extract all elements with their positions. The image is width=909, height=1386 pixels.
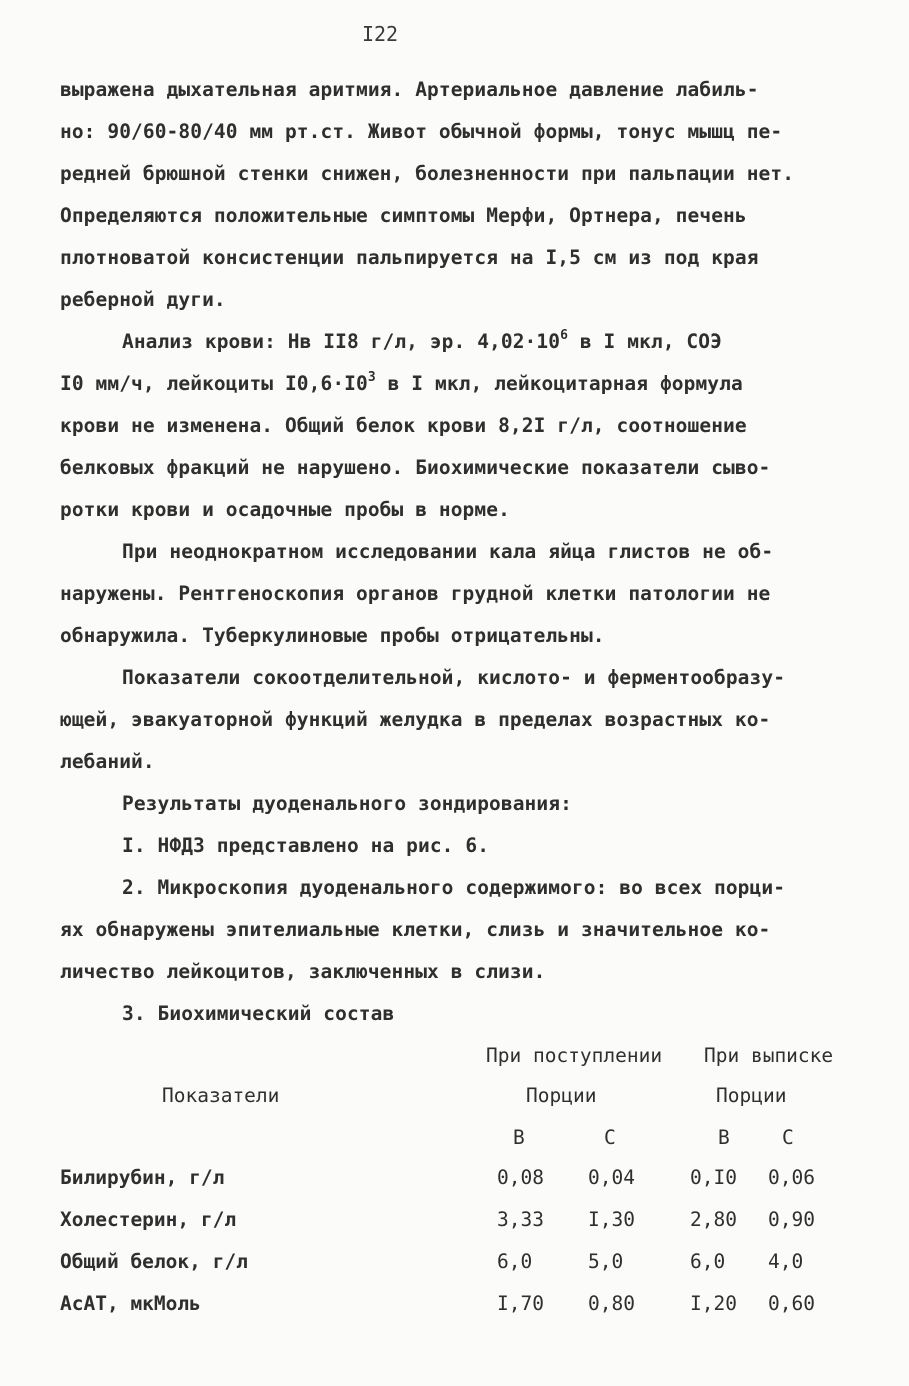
table-cell: 0,08 — [497, 1166, 544, 1189]
text-line: белковых фракций не нарушено. Биохимические показатели сыво- — [60, 456, 771, 479]
table-group-header-discharge: При выписке — [704, 1044, 834, 1067]
table-subheader: С — [782, 1126, 794, 1149]
table-cell: 2,80 — [690, 1208, 737, 1231]
table-row-label: АсАТ, мкМоль — [60, 1292, 201, 1315]
results-heading: Результаты дуоденального зондирования: — [122, 792, 572, 815]
list-item: 2. Микроскопия дуоденального содержимого: во всех порци- — [122, 876, 786, 899]
table-cell: I,20 — [690, 1292, 737, 1315]
text-line: редней брюшной стенки снижен, болезненности при пальпации нет. — [60, 162, 795, 185]
text-line: реберной дуги. — [60, 288, 226, 311]
table-portions-header: Порции — [716, 1084, 787, 1107]
blood-line-2 — [60, 372, 743, 396]
table-portions-header: Порции — [526, 1084, 597, 1107]
text-line: ротки крови и осадочные пробы в норме. — [60, 498, 510, 521]
table-cell: 4,0 — [768, 1250, 804, 1273]
blood-line-1 — [122, 330, 722, 354]
text-line: обнаружила. Туберкулиновые пробы отрицательны. — [60, 624, 605, 647]
exponent: 6 — [560, 328, 569, 343]
table-cell: 0,80 — [588, 1292, 635, 1315]
text-line: Показатели сокоотделительной, кислото- и ферментообразу- — [122, 666, 786, 689]
text-line: Определяются положительные симптомы Мерфи, Ортнера, печень — [60, 204, 747, 227]
text-line: выражена дыхательная аритмия. Артериальное давление лабиль- — [60, 78, 759, 101]
table-cell: 3,33 — [497, 1208, 544, 1231]
table-cell: 0,04 — [588, 1166, 635, 1189]
table-cell: I,30 — [588, 1208, 635, 1231]
text-line: крови не изменена. Общий белок крови 8,2I г/л, соотношение — [60, 414, 747, 437]
table-subheader: В — [513, 1126, 525, 1149]
table-row-label: Билирубин, г/л — [60, 1166, 225, 1189]
table-group-header-admission: При поступлении — [486, 1044, 663, 1067]
list-item: I. НФДЗ представлено на рис. 6. — [122, 834, 490, 857]
table-cell: 0,I0 — [690, 1166, 737, 1189]
text-fragment: Анализ крови: Нв II8 г/л, эр. 4,02·10 — [122, 330, 561, 353]
text-line: но: 90/60-80/40 мм рт.ст. Живот обычной формы, тонус мышц пе- — [60, 120, 783, 143]
table-cell: 6,0 — [690, 1250, 726, 1273]
table-subheader: В — [718, 1126, 730, 1149]
text-line: наружены. Рентгеноскопия органов грудной клетки патологии не — [60, 582, 771, 605]
table-cell: I,70 — [497, 1292, 544, 1315]
text-line: плотноватой консистенции пальпируется на I,5 см из под края — [60, 246, 759, 269]
table-cell: 0,60 — [768, 1292, 815, 1315]
text-fragment: в I мкл, лейкоцитарная формула — [375, 372, 743, 395]
text-line: При неоднократном исследовании кала яйца глистов не об- — [122, 540, 774, 563]
table-cell: 0,90 — [768, 1208, 815, 1231]
exponent: 3 — [367, 370, 376, 385]
text-fragment: в I мкл, СОЭ — [568, 330, 722, 353]
text-fragment: I0 мм/ч, лейкоциты I0,6·I0 — [60, 372, 368, 395]
table-cell: 0,06 — [768, 1166, 815, 1189]
page-number: I22 — [361, 22, 399, 46]
table-cell: 6,0 — [497, 1250, 533, 1273]
list-item: 3. Биохимический состав — [122, 1002, 395, 1025]
table-subheader: С — [604, 1126, 616, 1149]
table-column-header: Показатели — [162, 1084, 280, 1107]
text-line: лебаний. — [60, 750, 155, 773]
text-line: ющей, эвакуаторной функций желудка в пределах возрастных ко- — [60, 708, 771, 731]
table-cell: 5,0 — [588, 1250, 624, 1273]
table-row-label: Холестерин, г/л — [60, 1208, 237, 1231]
text-line: личество лейкоцитов, заключенных в слизи. — [60, 960, 546, 983]
table-row-label: Общий белок, г/л — [60, 1250, 248, 1273]
text-line: ях обнаружены эпителиальные клетки, слизь и значительное ко- — [60, 918, 771, 941]
